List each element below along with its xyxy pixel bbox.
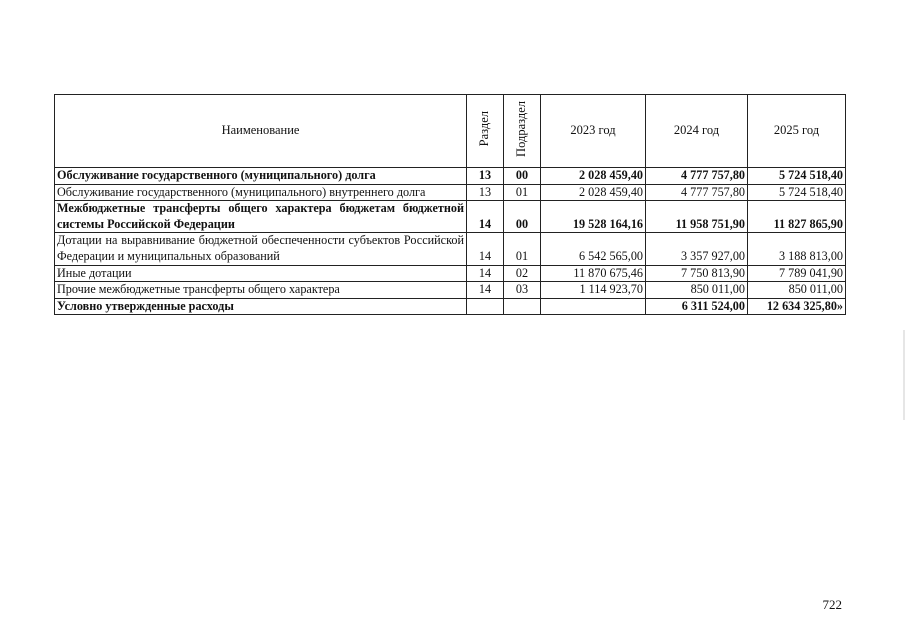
row-name: Иные дотации bbox=[55, 265, 467, 282]
row-2024: 850 011,00 bbox=[646, 282, 748, 299]
budget-table bbox=[54, 94, 846, 315]
row-2023: 6 542 565,00 bbox=[541, 233, 646, 265]
row-section: 13 bbox=[467, 168, 504, 185]
header-subsection: Подраздел bbox=[504, 95, 541, 168]
row-section: 14 bbox=[467, 282, 504, 299]
page-number: 722 bbox=[822, 597, 842, 612]
row-name: Прочие межбюджетные трансферты общего характера bbox=[55, 282, 467, 299]
row-name: Межбюджетные трансферты общего характера бюджетам бюджетной системы Российской Федерации bbox=[55, 201, 467, 233]
header-section: Раздел bbox=[467, 95, 504, 168]
row-2023: 1 114 923,70 bbox=[541, 282, 646, 299]
row-2025: 12 634 325,80» bbox=[748, 298, 846, 315]
header-2025: 2025 год bbox=[748, 95, 846, 168]
table-row bbox=[55, 265, 846, 282]
row-2023: 19 528 164,16 bbox=[541, 201, 646, 233]
row-section: 14 bbox=[467, 201, 504, 233]
table-row bbox=[55, 201, 846, 233]
header-2023: 2023 год bbox=[541, 95, 646, 168]
row-section: 13 bbox=[467, 184, 504, 201]
row-subsection: 01 bbox=[504, 184, 541, 201]
row-subsection: 00 bbox=[504, 168, 541, 185]
row-section bbox=[467, 298, 504, 315]
row-section: 14 bbox=[467, 265, 504, 282]
row-name: Условно утвержденные расходы bbox=[55, 298, 467, 315]
row-2024: 4 777 757,80 bbox=[646, 168, 748, 185]
row-2025: 11 827 865,90 bbox=[748, 201, 846, 233]
header-2024: 2024 год bbox=[646, 95, 748, 168]
table-row bbox=[55, 233, 846, 265]
row-2023: 2 028 459,40 bbox=[541, 168, 646, 185]
table-header-row bbox=[55, 95, 846, 168]
row-subsection: 01 bbox=[504, 233, 541, 265]
row-2024: 7 750 813,90 bbox=[646, 265, 748, 282]
row-name: Обслуживание государственного (муниципального) внутреннего долга bbox=[55, 184, 467, 201]
row-2025: 5 724 518,40 bbox=[748, 168, 846, 185]
row-2023 bbox=[541, 298, 646, 315]
table-row bbox=[55, 168, 846, 185]
row-section: 14 bbox=[467, 233, 504, 265]
row-2023: 11 870 675,46 bbox=[541, 265, 646, 282]
row-2024: 11 958 751,90 bbox=[646, 201, 748, 233]
header-name: Наименование bbox=[55, 95, 467, 168]
row-2025: 850 011,00 bbox=[748, 282, 846, 299]
row-2025: 3 188 813,00 bbox=[748, 233, 846, 265]
row-2025: 5 724 518,40 bbox=[748, 184, 846, 201]
row-subsection: 02 bbox=[504, 265, 541, 282]
row-subsection: 03 bbox=[504, 282, 541, 299]
row-subsection: 00 bbox=[504, 201, 541, 233]
row-2024: 3 357 927,00 bbox=[646, 233, 748, 265]
table-row bbox=[55, 282, 846, 299]
row-name: Обслуживание государственного (муниципального) долга bbox=[55, 168, 467, 185]
row-name: Дотации на выравнивание бюджетной обеспеченности субъектов Российской Федерации и муниципальных образований bbox=[55, 233, 467, 265]
row-2024: 4 777 757,80 bbox=[646, 184, 748, 201]
row-2025: 7 789 041,90 bbox=[748, 265, 846, 282]
row-2024: 6 311 524,00 bbox=[646, 298, 748, 315]
row-2023: 2 028 459,40 bbox=[541, 184, 646, 201]
table-row bbox=[55, 298, 846, 315]
row-subsection bbox=[504, 298, 541, 315]
table-row bbox=[55, 184, 846, 201]
